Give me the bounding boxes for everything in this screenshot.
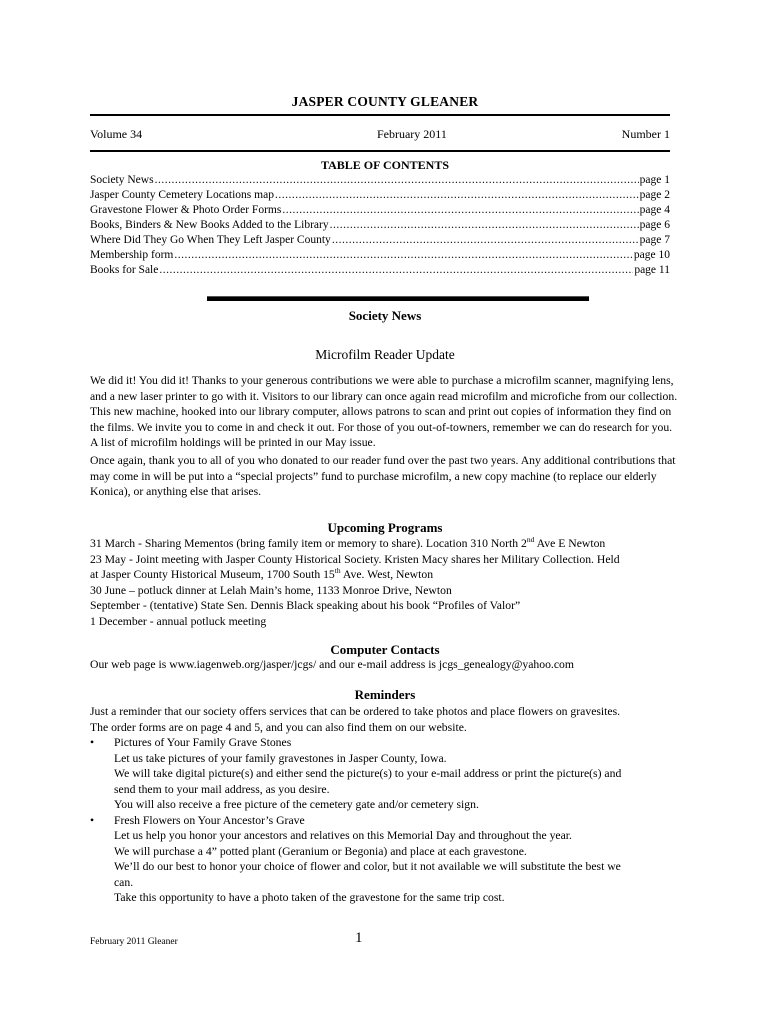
reminders-bullet-list <box>90 735 680 906</box>
program-line: 1 December - annual potluck meeting <box>90 614 267 628</box>
toc-entry <box>90 218 670 233</box>
toc-entry <box>90 263 670 278</box>
reminders-intro-line: The order forms are on page 4 and 5, and you can also find them on our website. <box>90 720 467 734</box>
bullet-line: send them to your mail address, as you desire. <box>114 782 330 796</box>
microfilm-subheading: Microfilm Reader Update <box>315 347 455 362</box>
toc-entry-page: page 2 <box>639 189 670 201</box>
microfilm-paragraph-1: We did it! You did it! Thanks to your generous contributions we were able to purchase a microfilm scanner, magnifying lens, and a new laser printer to go with it. Visitors to our library can once again read microfilm and microfiche from our collection. This new machine, hooked into our library computer, allows patrons to scan and print out copies of information they find on the films. We invite you to come in and check it out. For those of you out-of-towners, remember we can do research for you. A list of microfilm holdings will be printed in our May issue. <box>90 374 678 449</box>
toc-dot-leader <box>332 233 639 248</box>
upcoming-programs-list <box>90 536 680 629</box>
footer-issue-label: February 2011 Gleaner <box>90 937 178 947</box>
bullet-line: We’ll do our best to honor your choice of flower and color, but it not available we will substitute the best we <box>114 860 621 873</box>
toc-heading: TABLE OF CONTENTS <box>320 158 450 172</box>
toc-entry <box>90 173 670 188</box>
toc-entry <box>90 203 670 218</box>
program-line: 30 June – potluck dinner at Lelah Main’s home, 1133 Monroe Drive, Newton <box>90 583 452 597</box>
computer-contacts-text <box>90 657 680 673</box>
toc-entry-title: Where Did They Go When They Left Jasper County <box>90 234 331 246</box>
microfilm-paragraph-2: Once again, thank you to all of you who donated to our reader fund over the past two years. Any additional contributions that may come in will be put into a “special projects” fund to purchase microfilm, a new copy machine (to replace our elderly Konica), or anything else that arises. <box>90 454 676 498</box>
bullet-line: Let us help you honor your ancestors and relatives on this Memorial Day and throughout the year. <box>114 829 572 842</box>
reminders-heading: Reminders <box>354 687 416 702</box>
toc-entry-title: Books for Sale <box>90 264 159 276</box>
reminders-intro <box>90 704 680 735</box>
bullet-line: can. <box>114 875 134 889</box>
upcoming-programs-heading: Upcoming Programs <box>327 520 443 535</box>
toc-entry-page: page 1 <box>639 174 670 186</box>
toc-entry-title: Society News <box>90 174 154 186</box>
bullet-line: Take this opportunity to have a photo taken of the gravestone for the same trip cost. <box>114 891 505 904</box>
toc-entry-title: Membership form <box>90 249 174 261</box>
toc-entry-title: Gravestone Flower & Photo Order Forms <box>90 204 282 216</box>
bullet-line: You will also receive a free picture of the cemetery gate and/or cemetery sign. <box>114 798 479 811</box>
toc-entry-title: Jasper County Cemetery Locations map <box>90 189 274 201</box>
toc-entry-title: Books, Binders & New Books Added to the Library <box>90 219 329 231</box>
masthead-rule-top <box>90 114 670 116</box>
toc-dot-leader <box>275 188 639 203</box>
bullet-line: We will take digital picture(s) and either send the picture(s) to your e-mail address or print the picture(s) and <box>114 767 622 780</box>
bullet-body <box>114 813 621 906</box>
issue-number: Number 1 <box>621 127 670 141</box>
issue-date: February 2011 <box>376 127 447 141</box>
masthead-rule-bottom <box>90 150 670 152</box>
toc-entry-page: page 6 <box>639 219 670 231</box>
contacts-line: Our web page is www.iagenweb.org/jasper/jcgs/ and our e-mail address is jcgs_genealogy@yahoo.com <box>90 658 574 671</box>
toc-entry-page: page 4 <box>639 204 670 216</box>
toc-dot-leader <box>330 218 639 233</box>
computer-contacts-heading: Computer Contacts <box>330 642 440 657</box>
bullet-title: Pictures of Your Family Grave Stones <box>114 736 292 749</box>
toc-entry-page: page 7 <box>639 234 670 246</box>
program-line: 23 May - Joint meeting with Jasper County Historical Society. Kristen Macy shares her Military Collection. Held <box>90 552 620 566</box>
toc-entry <box>90 233 670 248</box>
toc-entry <box>90 248 670 263</box>
bullet-body <box>114 735 621 813</box>
toc-dot-leader <box>159 263 633 278</box>
society-news-heading: Society News <box>348 308 422 323</box>
issue-info-row <box>90 127 670 142</box>
bullet-marker: • <box>90 813 95 827</box>
bullet-line: Let us take pictures of your family gravestones in Jasper County, Iowa. <box>114 751 447 765</box>
list-item <box>90 735 680 813</box>
section-divider <box>207 296 589 301</box>
program-line: at Jasper County Historical Museum, 1700 South 15th Ave. West, Newton <box>90 566 434 581</box>
newsletter-title: JASPER COUNTY GLEANER <box>291 94 479 109</box>
toc-entry-page: page 11 <box>634 264 670 276</box>
toc-dot-leader <box>155 173 639 188</box>
bullet-marker: • <box>90 736 95 749</box>
bullet-title: Fresh Flowers on Your Ancestor’s Grave <box>114 813 305 827</box>
bullet-line: We will purchase a 4” potted plant (Geranium or Begonia) and place at each gravestone. <box>114 844 527 858</box>
volume-label: Volume 34 <box>90 127 143 141</box>
toc-entry-page: page 10 <box>633 249 670 261</box>
toc-dot-leader <box>174 248 633 263</box>
toc-entry <box>90 188 670 203</box>
table-of-contents <box>90 173 670 278</box>
program-line: September - (tentative) State Sen. Dennis Black speaking about his book “Profiles of Valor” <box>90 599 521 612</box>
program-line: 31 March - Sharing Mementos (bring family item or memory to share). Location 310 North 2nd Ave E Newton <box>90 535 606 550</box>
list-item <box>90 813 680 906</box>
footer-page-number: 1 <box>355 930 363 946</box>
toc-dot-leader <box>282 203 638 218</box>
reminders-intro-line: Just a reminder that our society offers services that can be ordered to take photos and place flowers on gravesites. <box>90 705 621 718</box>
